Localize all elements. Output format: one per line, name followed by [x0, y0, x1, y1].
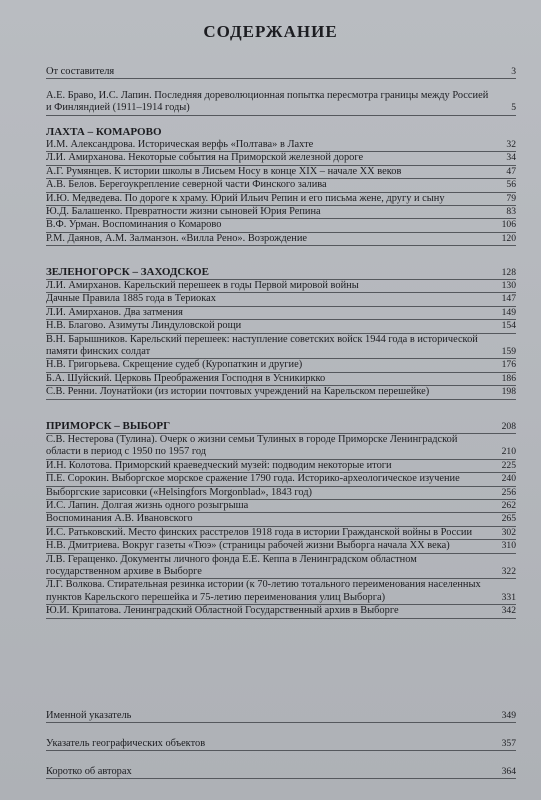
page-number: 79: [506, 192, 516, 204]
toc-entry: Указатель географических объектов 357: [46, 738, 516, 751]
toc-entry: И.Ю. Медведева. По дороге к храму. Юрий Ильич Репин и его письма жене, другу и сыну 79: [46, 193, 516, 206]
toc-entry: А.В. Белов. Берегоукрепление северной части Финского залива 56: [46, 179, 516, 192]
page-number: 240: [501, 473, 516, 485]
toc-entry: Именной указатель 349: [46, 710, 516, 723]
toc-entry-intro-0: От составителя 3: [46, 66, 516, 79]
page-number: 331: [501, 591, 516, 603]
toc-entry: Р.М. Даянов, А.М. Залманзон. «Вилла Рено». Возрождение 120: [46, 233, 516, 246]
page-number: 186: [501, 372, 516, 384]
page-number: 3: [511, 66, 516, 77]
page-number: 198: [501, 386, 516, 398]
toc-entry: С.В. Нестерова (Тулина). Очерк о жизни семьи Тулиных в городе Приморске Ленинградской области в период с 1950 по 1957 год 210: [46, 434, 516, 460]
toc-entry: Л.В. Геращенко. Документы личного фонда Е.Е. Кеппа в Ленинградском областном государственном архиве в Выборге 322: [46, 554, 516, 580]
page-number: 176: [501, 359, 516, 371]
page-number: 302: [501, 526, 516, 538]
page-number: 364: [501, 766, 516, 777]
toc-entry: И.М. Александрова. Историческая верфь «Полтава» в Лахте 32: [46, 139, 516, 152]
toc-entry: Л.Г. Волкова. Стирательная резинка истории (к 70-летию тотального переименования населенных пунктов Карельского перешейка и 75-летию переименования улиц Выборга) 331: [46, 579, 516, 605]
page-number: 83: [506, 206, 516, 218]
toc-entry: Л.И. Амирханова. Некоторые события на Приморской железной дороге 34: [46, 152, 516, 165]
toc-section-zelenogorsk: [46, 266, 516, 400]
toc-entry: Б.А. Шуйский. Церковь Преображения Господня в Усникиркко 186: [46, 373, 516, 386]
toc-entry: А.Г. Румянцев. К истории школы в Лисьем Носу в конце XIX – начале XX веков 47: [46, 166, 516, 179]
page-number: 149: [501, 306, 516, 318]
toc-entry: Л.И. Амирханов. Два затмения 149: [46, 307, 516, 320]
toc-entry: П.Е. Сорокин. Выборгское морское сражение 1790 года. Историко-археологическое изучение 240: [46, 473, 516, 486]
section-title: ЛАХТА – КОМАРОВО: [46, 126, 162, 138]
page-number: 128: [501, 267, 516, 278]
page-number: 262: [501, 500, 516, 512]
toc-index-authors: [46, 766, 516, 779]
page-title: СОДЕРЖАНИЕ: [203, 22, 338, 41]
toc-entry: Н.В. Дмитриева. Вокруг газеты «Тюэ» (страницы рабочей жизни Выборга начала XX века) 310: [46, 540, 516, 553]
toc-entry: Л.И. Амирханов. Карельский перешеек в годы Первой мировой войны 130: [46, 280, 516, 293]
toc-entry: С.В. Ренни. Лоунатйоки (из истории почтовых учреждений на Карельском перешейке) 198: [46, 386, 516, 399]
page-number: 154: [501, 320, 516, 332]
toc-entry: И.Н. Колотова. Приморский краеведческий музей: подводим некоторые итоги 225: [46, 460, 516, 473]
toc-entry-intro-1: А.Е. Браво, И.С. Лапин. Последняя дореволюционная попытка пересмотра границы между Россией и Финляндией (1911–1914 годы) 5: [46, 90, 516, 116]
section-title: ПРИМОРСК – ВЫБОРГ 208: [46, 420, 516, 432]
toc-entry: Воспоминания А.В. Ивановского 265: [46, 513, 516, 526]
toc-intro: [46, 66, 516, 79]
toc-entry: В.Ф. Урман. Воспоминания о Комарово 106: [46, 219, 516, 232]
toc-entry: Н.В. Благово. Азимуты Линдуловской рощи 154: [46, 320, 516, 333]
page-number: 342: [501, 605, 516, 617]
toc-entry: Ю.И. Крипатова. Ленинградский Областной Государственный архив в Выборге 342: [46, 605, 516, 618]
toc-entry: И.С. Лапин. Долгая жизнь одного розыгрыша 262: [46, 500, 516, 513]
page-number: 47: [506, 165, 516, 177]
page-number: 130: [501, 280, 516, 291]
toc-index-geo: [46, 738, 516, 751]
toc-intro-2: [46, 90, 516, 116]
page-number: 349: [501, 710, 516, 721]
page-number: 120: [501, 232, 516, 244]
page-number: 147: [501, 293, 516, 305]
toc-entry: Выборгские зарисовки («Helsingfors Morgonblad», 1843 год) 256: [46, 487, 516, 500]
page-number: 56: [506, 179, 516, 191]
page-number: 310: [501, 540, 516, 552]
toc-index-names: [46, 710, 516, 723]
toc-section-primorsk: [46, 420, 516, 619]
page-number: 34: [506, 152, 516, 164]
section-title: ЗЕЛЕНОГОРСК – ЗАХОДСКОЕ 128: [46, 266, 516, 278]
page-number: 32: [506, 139, 516, 150]
page-number: 225: [501, 459, 516, 471]
toc-entry: Дачные Правила 1885 года в Териоках 147: [46, 293, 516, 306]
page-number: 357: [501, 738, 516, 749]
page-number: 5: [511, 102, 516, 114]
page-number: 265: [501, 513, 516, 525]
toc-entry: В.Н. Барышников. Карельский перешеек: наступление советских войск 1944 года в исторической памяти финских солдат 159: [46, 334, 516, 360]
page-number: 106: [501, 219, 516, 231]
page-number: 159: [501, 346, 516, 358]
page-number: 322: [501, 566, 516, 578]
toc-entry: И.С. Ратьковский. Место финских расстрелов 1918 года в истории Гражданской войны в России 302: [46, 527, 516, 540]
toc-entry: Коротко об авторах 364: [46, 766, 516, 779]
toc-section-lakhta: [46, 126, 516, 246]
page-number: 208: [501, 421, 516, 432]
page-number: 256: [501, 486, 516, 498]
toc-entry: Ю.Д. Балашенко. Превратности жизни сыновей Юрия Репина 83: [46, 206, 516, 219]
toc-entry: Н.В. Григорьева. Скрещение судеб (Куропаткин и другие) 176: [46, 359, 516, 372]
page-number: 210: [501, 446, 516, 458]
